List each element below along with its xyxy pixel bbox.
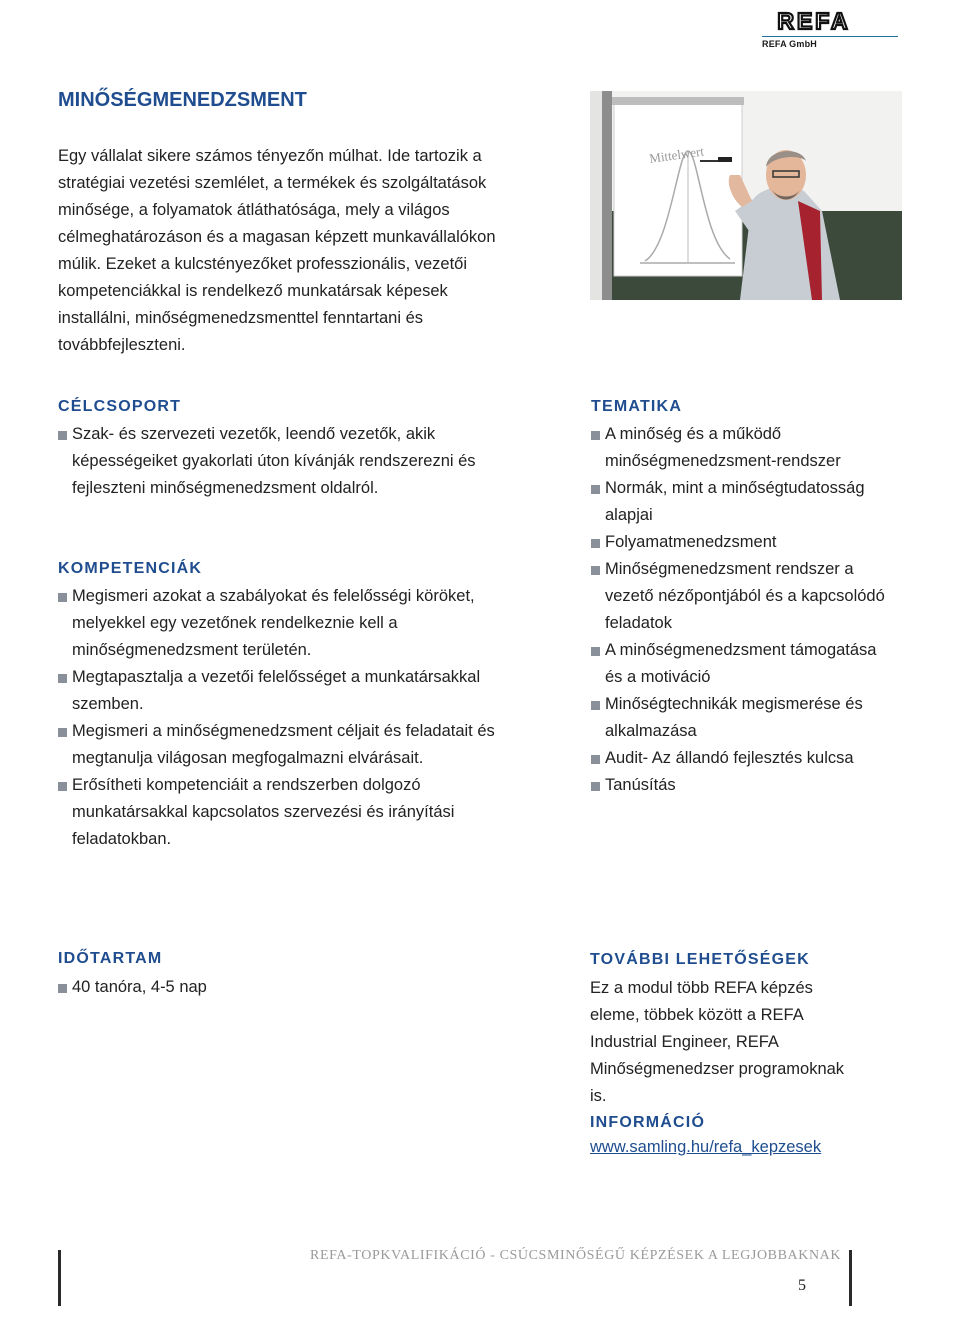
- list-item: Folyamatmenedzsment: [591, 529, 896, 556]
- page-number: 5: [798, 1277, 806, 1294]
- list-item: Erősítheti kompetenciáit a rendszerben dolgozó munkatársakkal kapcsolatos szervezési és irányítási feladatokban.: [58, 772, 513, 853]
- logo-rule: [762, 36, 898, 37]
- idotartam-list: [58, 974, 458, 1001]
- list-item: Minőségmenedzsment rendszer a vezető nézőpontjából és a kapcsolódó feladatok: [591, 556, 896, 637]
- footer-left-bar: [58, 1250, 61, 1306]
- svg-text:Mittelwert: Mittelwert: [648, 143, 705, 166]
- celcsoport-heading: CÉLCSOPORT: [58, 398, 182, 415]
- refa-logo-mark: [762, 10, 866, 32]
- list-item: A minőségmenedzsment támogatása és a motiváció: [591, 637, 896, 691]
- celcsoport-list: [58, 421, 488, 502]
- list-item: Megtapasztalja a vezetői felelősséget a munkatársakkal szemben.: [58, 664, 513, 718]
- list-item: Szak- és szervezeti vezetők, leendő vezetők, akik képességeiket gyakorlati úton kívánják rendszerezni és fejleszteni minőségmenedzsment oldalról.: [58, 421, 488, 502]
- tovabbi-paragraph: Ez a modul több REFA képzés eleme, többek között a REFA Industrial Engineer, REFA Minőségmenedzser programoknak is.: [590, 979, 845, 1105]
- page-title: MINŐSÉGMENEDZSMENT: [58, 89, 307, 111]
- informacio-heading: INFORMÁCIÓ: [590, 1114, 706, 1131]
- refa-logo: [762, 10, 898, 49]
- refa-logo-lettering: REFA: [777, 10, 851, 32]
- info-link[interactable]: www.samling.hu/refa_kepzesek: [590, 1138, 822, 1156]
- presenter-illustration: [590, 91, 902, 300]
- list-item: Megismeri azokat a szabályokat és felelősségi köröket, melyekkel egy vezetőnek rendelkeznie kell a minőségmenedzsment területén.: [58, 583, 513, 664]
- kompetenciak-heading: KOMPETENCIÁK: [58, 560, 203, 577]
- list-item: 40 tanóra, 4-5 nap: [58, 974, 458, 1001]
- presenter-photo: [590, 91, 902, 300]
- tematika-heading: TEMATIKA: [591, 398, 683, 415]
- list-item: Audit- Az állandó fejlesztés kulcsa: [591, 745, 896, 772]
- list-item: Normák, mint a minőségtudatosság alapjai: [591, 475, 896, 529]
- footer-right-bar: [849, 1250, 852, 1306]
- idotartam-heading: IDŐTARTAM: [58, 950, 163, 967]
- list-item: Tanúsítás: [591, 772, 896, 799]
- intro-text: Egy vállalat sikere számos tényezőn múlhat. Ide tartozik a stratégiai vezetési szemlélet, a termékek és szolgáltatások minősége, a folyamatok átláthatósága, mely a világos célmeghatározáson és a magasan képzett munkavállalókon múlik. Ezeket a kulcstényezőket professzionális, vezetői kompetenciákkal is rendelkező munkatársak képesek installálni, minőségmenedzsmenttel fenntartani és továbbfejleszteni.: [58, 147, 496, 354]
- intro-paragraph: [58, 143, 513, 359]
- tovabbi-heading: TOVÁBBI LEHETŐSÉGEK: [590, 951, 810, 968]
- list-item: Megismeri a minőségmenedzsment céljait és feladatait és megtanulja világosan megfogalmazni elvárásait.: [58, 718, 513, 772]
- list-item: A minőség és a működő minőségmenedzsment-rendszer: [591, 421, 896, 475]
- kompetenciak-list: [58, 583, 513, 853]
- footer-title: REFA-TOPKVALIFIKÁCIÓ - CSÚCSMINŐSÉGŰ KÉPZÉSEK A LEGJOBBAKNAK: [310, 1248, 842, 1263]
- list-item: Minőségtechnikák megismerése és alkalmazása: [591, 691, 896, 745]
- tematika-list: [591, 421, 896, 799]
- logo-subtitle: REFA GmbH: [762, 39, 817, 49]
